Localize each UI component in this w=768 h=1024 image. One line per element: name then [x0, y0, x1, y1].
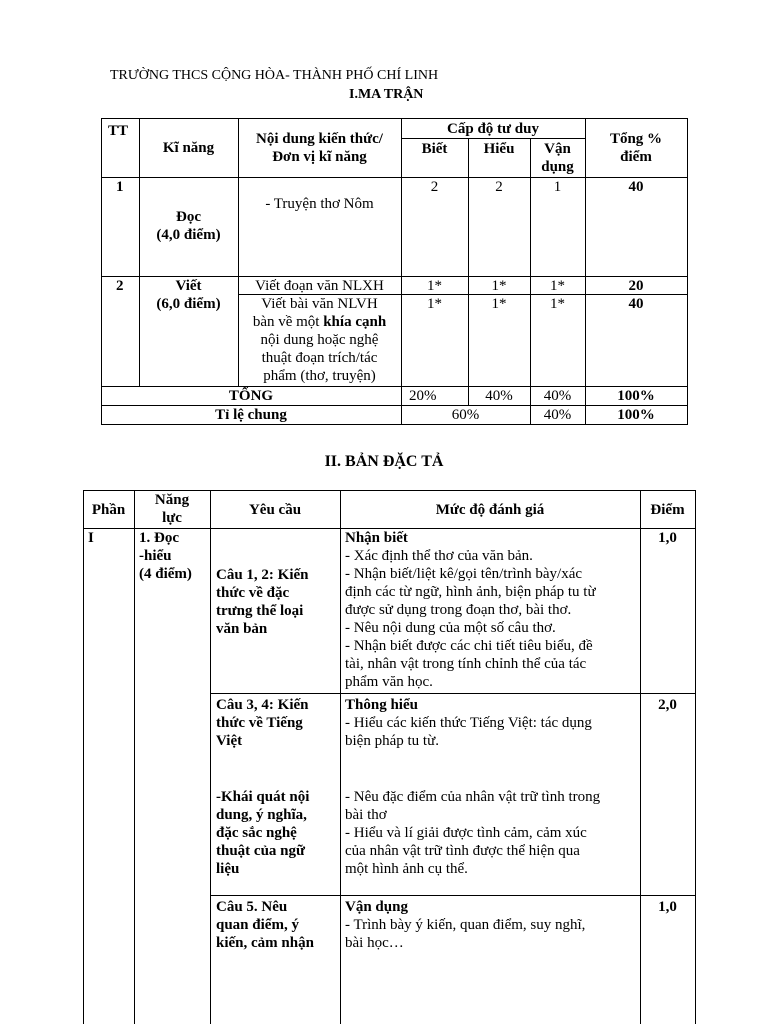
- tong-label: TỔNG: [228, 388, 274, 404]
- row1-skill: Đọc (4,0 điểm): [156, 209, 221, 243]
- row2a-biet: 1*: [427, 278, 442, 294]
- spec-row2-yeu-cau-2: -Khái quát nội dung, ý nghĩa, đặc sắc nghệ thuật của ngữ liệu: [216, 789, 310, 877]
- row1-vandung: 1: [553, 179, 562, 195]
- spec-row3-yeu-cau: Câu 5. Nêu quan điểm, ý kiến, cảm nhận: [216, 899, 314, 951]
- row1-hieu: 2: [495, 179, 503, 195]
- spec-nang-luc: 1. Đọc -hiểu (4 điểm): [139, 530, 192, 582]
- spec-row3-diem: 1,0: [658, 899, 677, 915]
- tong-biet: 20%: [409, 388, 437, 404]
- spec-header-yeu-cau: Yêu cầu: [248, 502, 302, 518]
- tile-label: Tỉ lệ chung: [215, 407, 287, 423]
- school-name: TRƯỜNG THCS CỘNG HÒA- THÀNH PHỐ CHÍ LINH: [110, 68, 439, 83]
- tong-total: 100%: [617, 388, 655, 404]
- header-hieu: Hiểu: [483, 141, 515, 157]
- header-total: Tổng % điểm: [609, 131, 663, 165]
- spec-row2-diem: 2,0: [658, 697, 677, 713]
- header-tt: TT: [108, 123, 129, 139]
- spec-row3-desc: Vận dụng - Trình bày ý kiến, quan điểm, suy nghĩ, bài học…: [345, 899, 586, 951]
- row2a-total: 20: [628, 278, 644, 294]
- spec-header-muc-do: Mức độ đánh giá: [435, 502, 545, 518]
- spec-row1-desc: Nhận biết - Xác định thể thơ của văn bản. - Nhận biết/liệt kê/gọi tên/trình bày/xác định các từ ngữ, hình ảnh, biện pháp tu từ được sử dụng trong đoạn thơ, bài thơ. - Nêu nội dung của một số câu thơ. - Nhận biết được các chi tiết tiêu biểu, đề tài, nhân vật trong tính chỉnh thể của tác phẩm văn học.: [345, 530, 596, 690]
- spec-row2-desc-2: - Nêu đặc điểm của nhân vật trữ tình trong bài thơ - Hiểu và lí giải được tình cảm, cảm xúc của nhân vật trữ tình được thể hiện qua một hình ảnh cụ thể.: [345, 789, 601, 877]
- row2b-total: 40: [628, 296, 644, 312]
- row2b-content: Viết bài văn NLVH bàn về một khía cạnh nội dung hoặc nghệ thuật đoạn trích/tác phẩm (thơ, truyện): [252, 296, 387, 384]
- header-level-group: Cấp độ tư duy: [447, 121, 539, 137]
- row1-content: - Truyện thơ Nôm: [265, 196, 374, 212]
- row2b-biet: 1*: [427, 296, 442, 312]
- spec-header-nang-luc: Năng lực: [154, 492, 190, 526]
- spec-row2-yeu-cau: Câu 3, 4: Kiến thức về Tiếng Việt: [216, 697, 309, 749]
- row1-tt: 1: [116, 179, 124, 195]
- matrix-title: I.MA TRẬN: [349, 87, 424, 102]
- row2-tt: 2: [116, 278, 124, 294]
- tong-vandung: 40%: [543, 388, 572, 404]
- header-biet: Biết: [421, 141, 448, 157]
- spec-title: II. BẢN ĐẶC TẢ: [324, 453, 444, 470]
- header-skill: Kĩ năng: [162, 140, 215, 156]
- tong-hieu: 40%: [485, 388, 513, 404]
- spec-row1-yeu-cau: Câu 1, 2: Kiến thức về đặc trưng thể loại văn bản: [216, 567, 309, 637]
- tile-total: 100%: [617, 407, 655, 423]
- row1-total: 40: [628, 179, 644, 195]
- spec-header-phan: Phần: [91, 502, 126, 518]
- header-content: Nội dung kiến thức/ Đơn vị kĩ năng: [256, 131, 383, 165]
- tile-biet-hieu: 60%: [451, 407, 480, 423]
- spec-header-diem: Điểm: [650, 502, 685, 518]
- spec-phan: I: [88, 530, 94, 546]
- row2-skill: Viết (6,0 điểm): [156, 278, 221, 312]
- row2a-content: Viết đoạn văn NLXH: [255, 278, 384, 294]
- spec-row2-desc: Thông hiểu - Hiểu các kiến thức Tiếng Việt: tác dụng biện pháp tu từ.: [345, 697, 592, 749]
- row2b-vandung: 1*: [550, 296, 565, 312]
- row2b-hieu: 1*: [491, 296, 507, 312]
- header-vandung: Vận dụng: [541, 141, 574, 175]
- tile-vandung: 40%: [543, 407, 572, 423]
- row2a-hieu: 1*: [491, 278, 507, 294]
- row1-biet: 2: [430, 179, 439, 195]
- spec-row1-diem: 1,0: [658, 530, 677, 546]
- row2a-vandung: 1*: [550, 278, 565, 294]
